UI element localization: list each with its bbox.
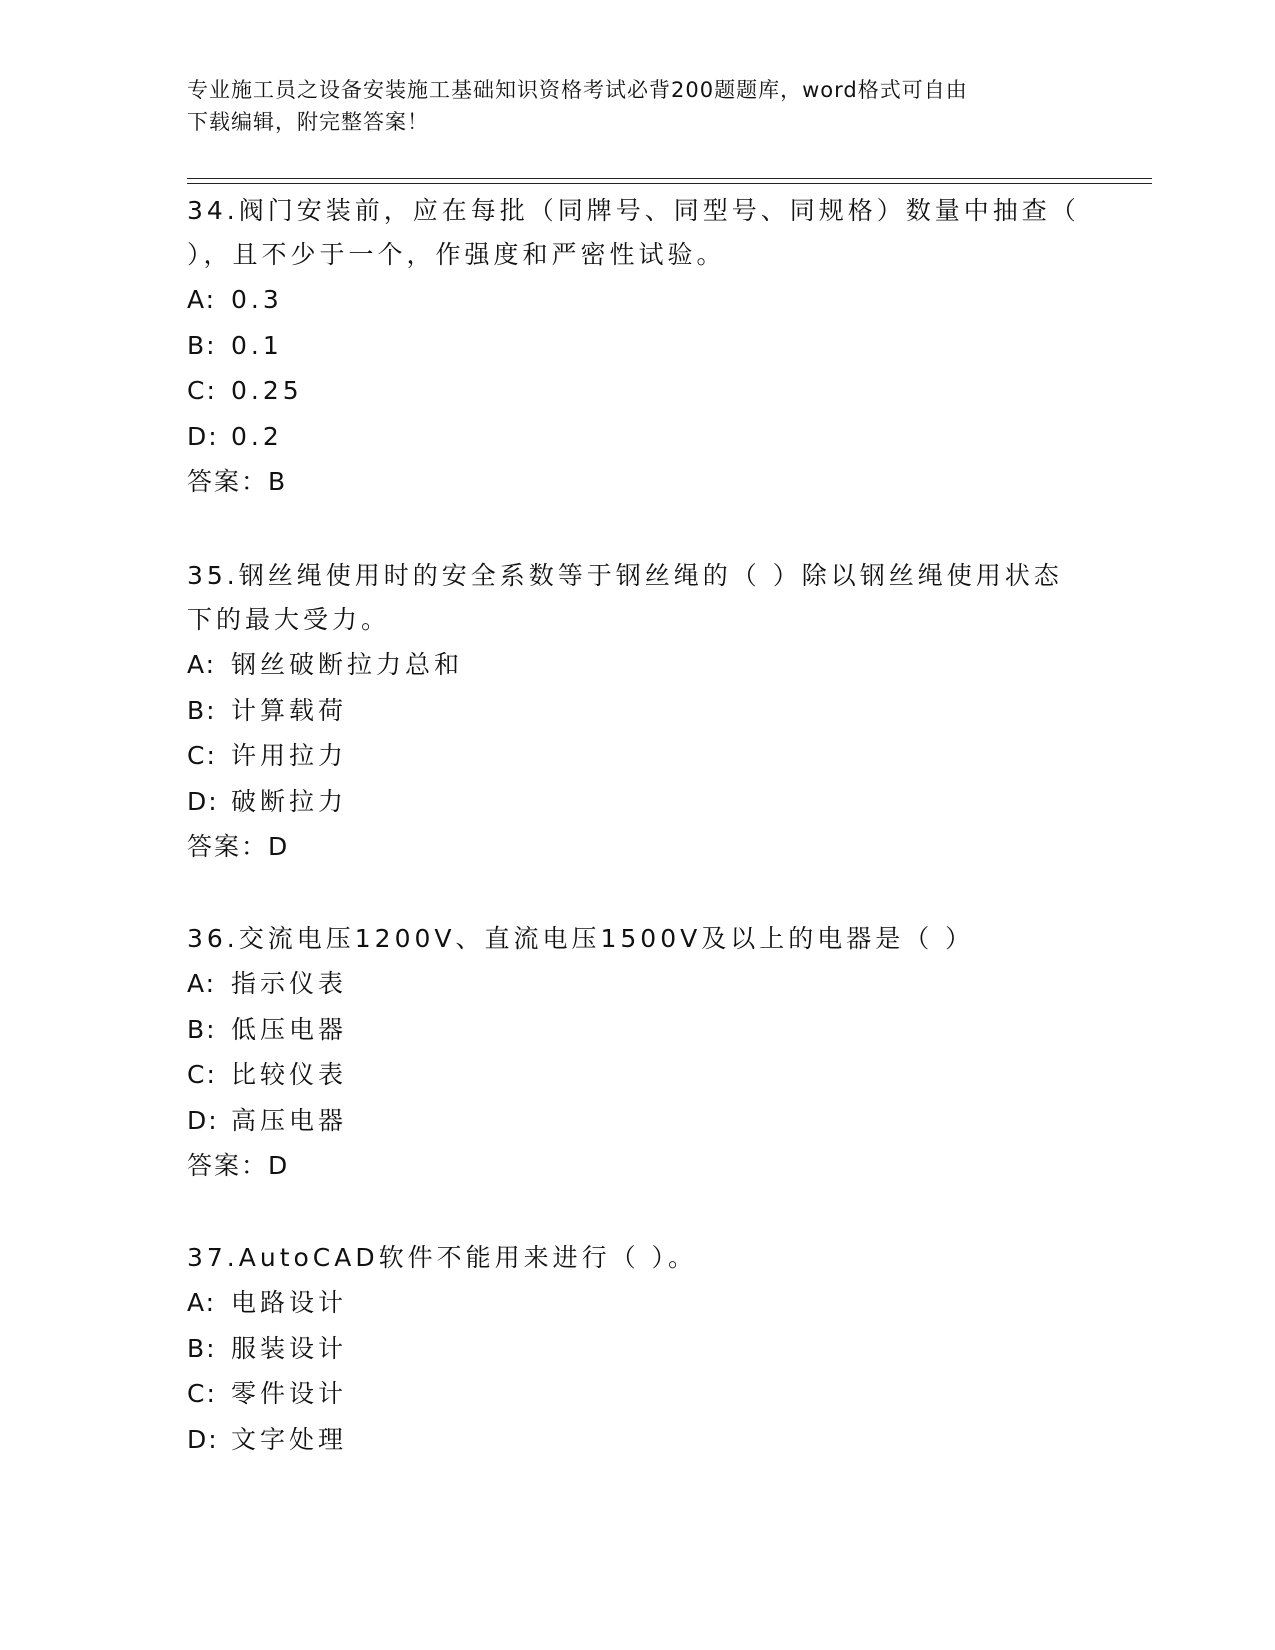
option-key: A:	[187, 1288, 217, 1317]
option-value: 比较仪表	[231, 1060, 348, 1089]
option-value: 钢丝破断拉力总和	[231, 650, 464, 679]
option-b	[187, 1007, 1087, 1053]
option-a	[187, 277, 1087, 323]
option-value: 零件设计	[231, 1379, 348, 1408]
option-key: A:	[187, 969, 217, 998]
document-header	[187, 74, 1087, 138]
option-value: 低压电器	[231, 1014, 348, 1044]
answer	[187, 459, 1087, 505]
option-key: D:	[187, 421, 219, 451]
option-value: 服装设计	[231, 1333, 348, 1363]
option-d	[187, 414, 1087, 460]
header-line-1: 专业施工员之设备安装施工基础知识资格考试必背200题题库，word格式可自由	[187, 78, 968, 102]
option-key: A:	[187, 285, 217, 314]
option-b	[187, 323, 1087, 369]
question-34	[187, 189, 1087, 505]
option-key: A:	[187, 650, 217, 679]
question-text-line-2: ），且不少于一个，作强度和严密性试验。	[187, 240, 726, 269]
option-key: C:	[187, 1379, 217, 1408]
option-value: 破断拉力	[231, 786, 348, 816]
option-value: 计算载荷	[231, 695, 348, 725]
option-d	[187, 779, 1087, 825]
option-b	[187, 688, 1087, 734]
answer-label: 答案：	[187, 832, 269, 861]
option-key: C:	[187, 741, 217, 770]
option-value: 许用拉力	[231, 741, 348, 770]
header-divider-bottom	[187, 183, 1152, 184]
question-text-line-1: 34.阀门安装前，应在每批（同牌号、同型号、同规格）数量中抽查（	[187, 196, 1080, 225]
answer-value: B	[268, 467, 286, 496]
answer-label: 答案：	[187, 1151, 269, 1180]
option-value: 0.2	[231, 421, 283, 451]
option-key: C:	[187, 376, 217, 405]
option-key: B:	[187, 1333, 217, 1363]
option-key: B:	[187, 695, 217, 725]
question-text-line-1: 37.AutoCAD软件不能用来进行（ ）。	[187, 1243, 698, 1272]
option-a	[187, 1280, 1087, 1326]
option-c	[187, 733, 1087, 779]
question-35	[187, 554, 1087, 870]
header-line-2: 下载编辑，附完整答案！	[187, 110, 429, 134]
answer-label: 答案：	[187, 467, 269, 496]
option-key: B:	[187, 1014, 217, 1044]
answer	[187, 1143, 1087, 1189]
header-divider-top	[187, 178, 1152, 179]
option-c	[187, 368, 1087, 414]
question-text-line-1: 36.交流电压1200V、直流电压1500V及以上的电器是（ ）	[187, 924, 975, 953]
question-text-line-1: 35.钢丝绳使用时的安全系数等于钢丝绳的（ ）除以钢丝绳使用状态	[187, 561, 1063, 590]
option-key: D:	[187, 1424, 219, 1454]
question-36	[187, 917, 1087, 1189]
answer-value: D	[268, 832, 288, 861]
answer	[187, 824, 1087, 870]
option-key: D:	[187, 1105, 219, 1135]
option-value: 文字处理	[231, 1424, 348, 1454]
answer-value: D	[268, 1151, 288, 1180]
question-text-line-2: 下的最大受力。	[187, 605, 391, 634]
option-value: 电路设计	[231, 1288, 348, 1317]
option-value: 0.1	[231, 330, 283, 360]
option-key: B:	[187, 330, 217, 360]
option-value: 0.3	[231, 285, 283, 314]
option-c	[187, 1371, 1087, 1417]
option-value: 0.25	[231, 376, 303, 405]
option-value: 高压电器	[231, 1105, 348, 1135]
option-c	[187, 1052, 1087, 1098]
option-d	[187, 1098, 1087, 1144]
option-value: 指示仪表	[231, 969, 348, 998]
option-key: D:	[187, 786, 219, 816]
option-d	[187, 1417, 1087, 1463]
option-a	[187, 642, 1087, 688]
question-37	[187, 1236, 1087, 1462]
option-a	[187, 961, 1087, 1007]
option-b	[187, 1326, 1087, 1372]
option-key: C:	[187, 1060, 217, 1089]
